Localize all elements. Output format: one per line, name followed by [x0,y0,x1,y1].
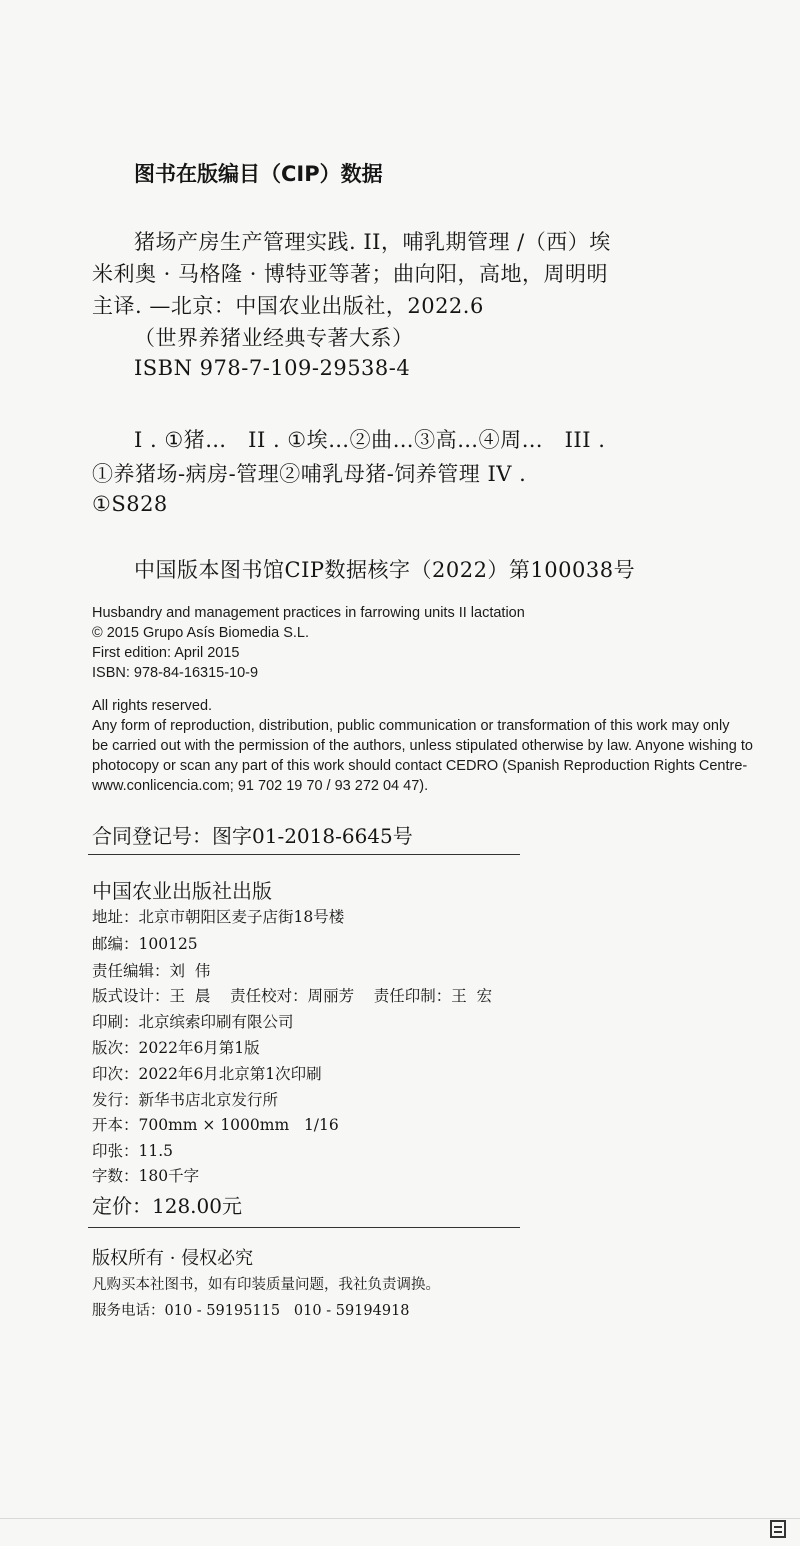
cip-classification: ①养猪场-病房-管理②哺乳母猪-饲养管理 IV . [92,462,527,486]
copyright-notice-line: 凡购买本社图书，如有印装质量问题，我社负责调换。 [92,1277,440,1293]
page-bottom-edge [0,1518,800,1519]
rights-line: www.conlicencia.com; 91 702 19 70 / 93 272 04 47). [92,778,429,794]
publisher-wordcount: 字数：180千字 [92,1167,200,1185]
publisher-printer: 印刷：北京缤索印刷有限公司 [92,1013,294,1031]
cip-isbn: ISBN 978-7-109-29538-4 [134,356,411,380]
copyright-title: 版权所有 · 侵权必究 [92,1248,254,1269]
publisher-staff: 版式设计：王 晨 责任校对：周丽芳 责任印制：王 宏 [92,987,493,1005]
publisher-title: 中国农业出版社出版 [92,879,272,903]
publisher-sheets: 印张：11.5 [92,1142,174,1160]
rights-line: be carried out with the permission of the authors, unless stipulated otherwise by law. Anyone wishing to [92,738,753,754]
publisher-postcode: 邮编：100125 [92,935,198,953]
original-isbn: ISBN: 978-84-16315-10-9 [92,665,259,681]
cip-line: 米利奥 · 马格隆 · 博特亚等著；曲向阳，高地，周明明 [92,262,609,286]
original-copyright: © 2015 Grupo Asís Biomedia S.L. [92,625,310,641]
cip-line: 主译. —北京：中国农业出版社，2022.6 [92,294,484,318]
contract-number: 合同登记号：图字01-2018-6645号 [92,824,413,848]
original-edition: First edition: April 2015 [92,645,240,661]
divider [88,1227,520,1228]
publisher-distributor: 发行：新华书店北京发行所 [92,1091,279,1109]
rights-line: All rights reserved. [92,698,213,714]
cip-classification: ①S828 [92,492,168,516]
divider [88,854,520,855]
cip-line: 猪场产房生产管理实践. II，哺乳期管理 /（西）埃 [134,230,611,254]
cip-heading: 图书在版编目（CIP）数据 [134,162,383,186]
cip-verification: 中国版本图书馆CIP数据核字（2022）第100038号 [134,558,636,582]
original-title: Husbandry and management practices in farrowing units II lactation [92,605,525,621]
publisher-address: 地址：北京市朝阳区麦子店街18号楼 [92,908,345,926]
document-icon [770,1520,786,1538]
publisher-edition: 版次：2022年6月第1版 [92,1039,260,1057]
cip-classification: I . ①猪… II . ①埃…②曲…③高…④周… III . [134,428,606,452]
price: 定价：128.00元 [92,1194,242,1218]
service-phone: 服务电话：010 - 59195115 010 - 59194918 [92,1303,410,1319]
publisher-format: 开本：700mm × 1000mm 1/16 [92,1116,339,1134]
publisher-impression: 印次：2022年6月北京第1次印刷 [92,1065,322,1083]
cip-series: （世界养猪业经典专著大系） [134,326,414,350]
publisher-editor: 责任编辑：刘 伟 [92,962,211,980]
rights-line: Any form of reproduction, distribution, public communication or transformation of this work may only [92,718,730,734]
rights-line: photocopy or scan any part of this work should contact CEDRO (Spanish Reproduction Rights Centre- [92,758,748,774]
